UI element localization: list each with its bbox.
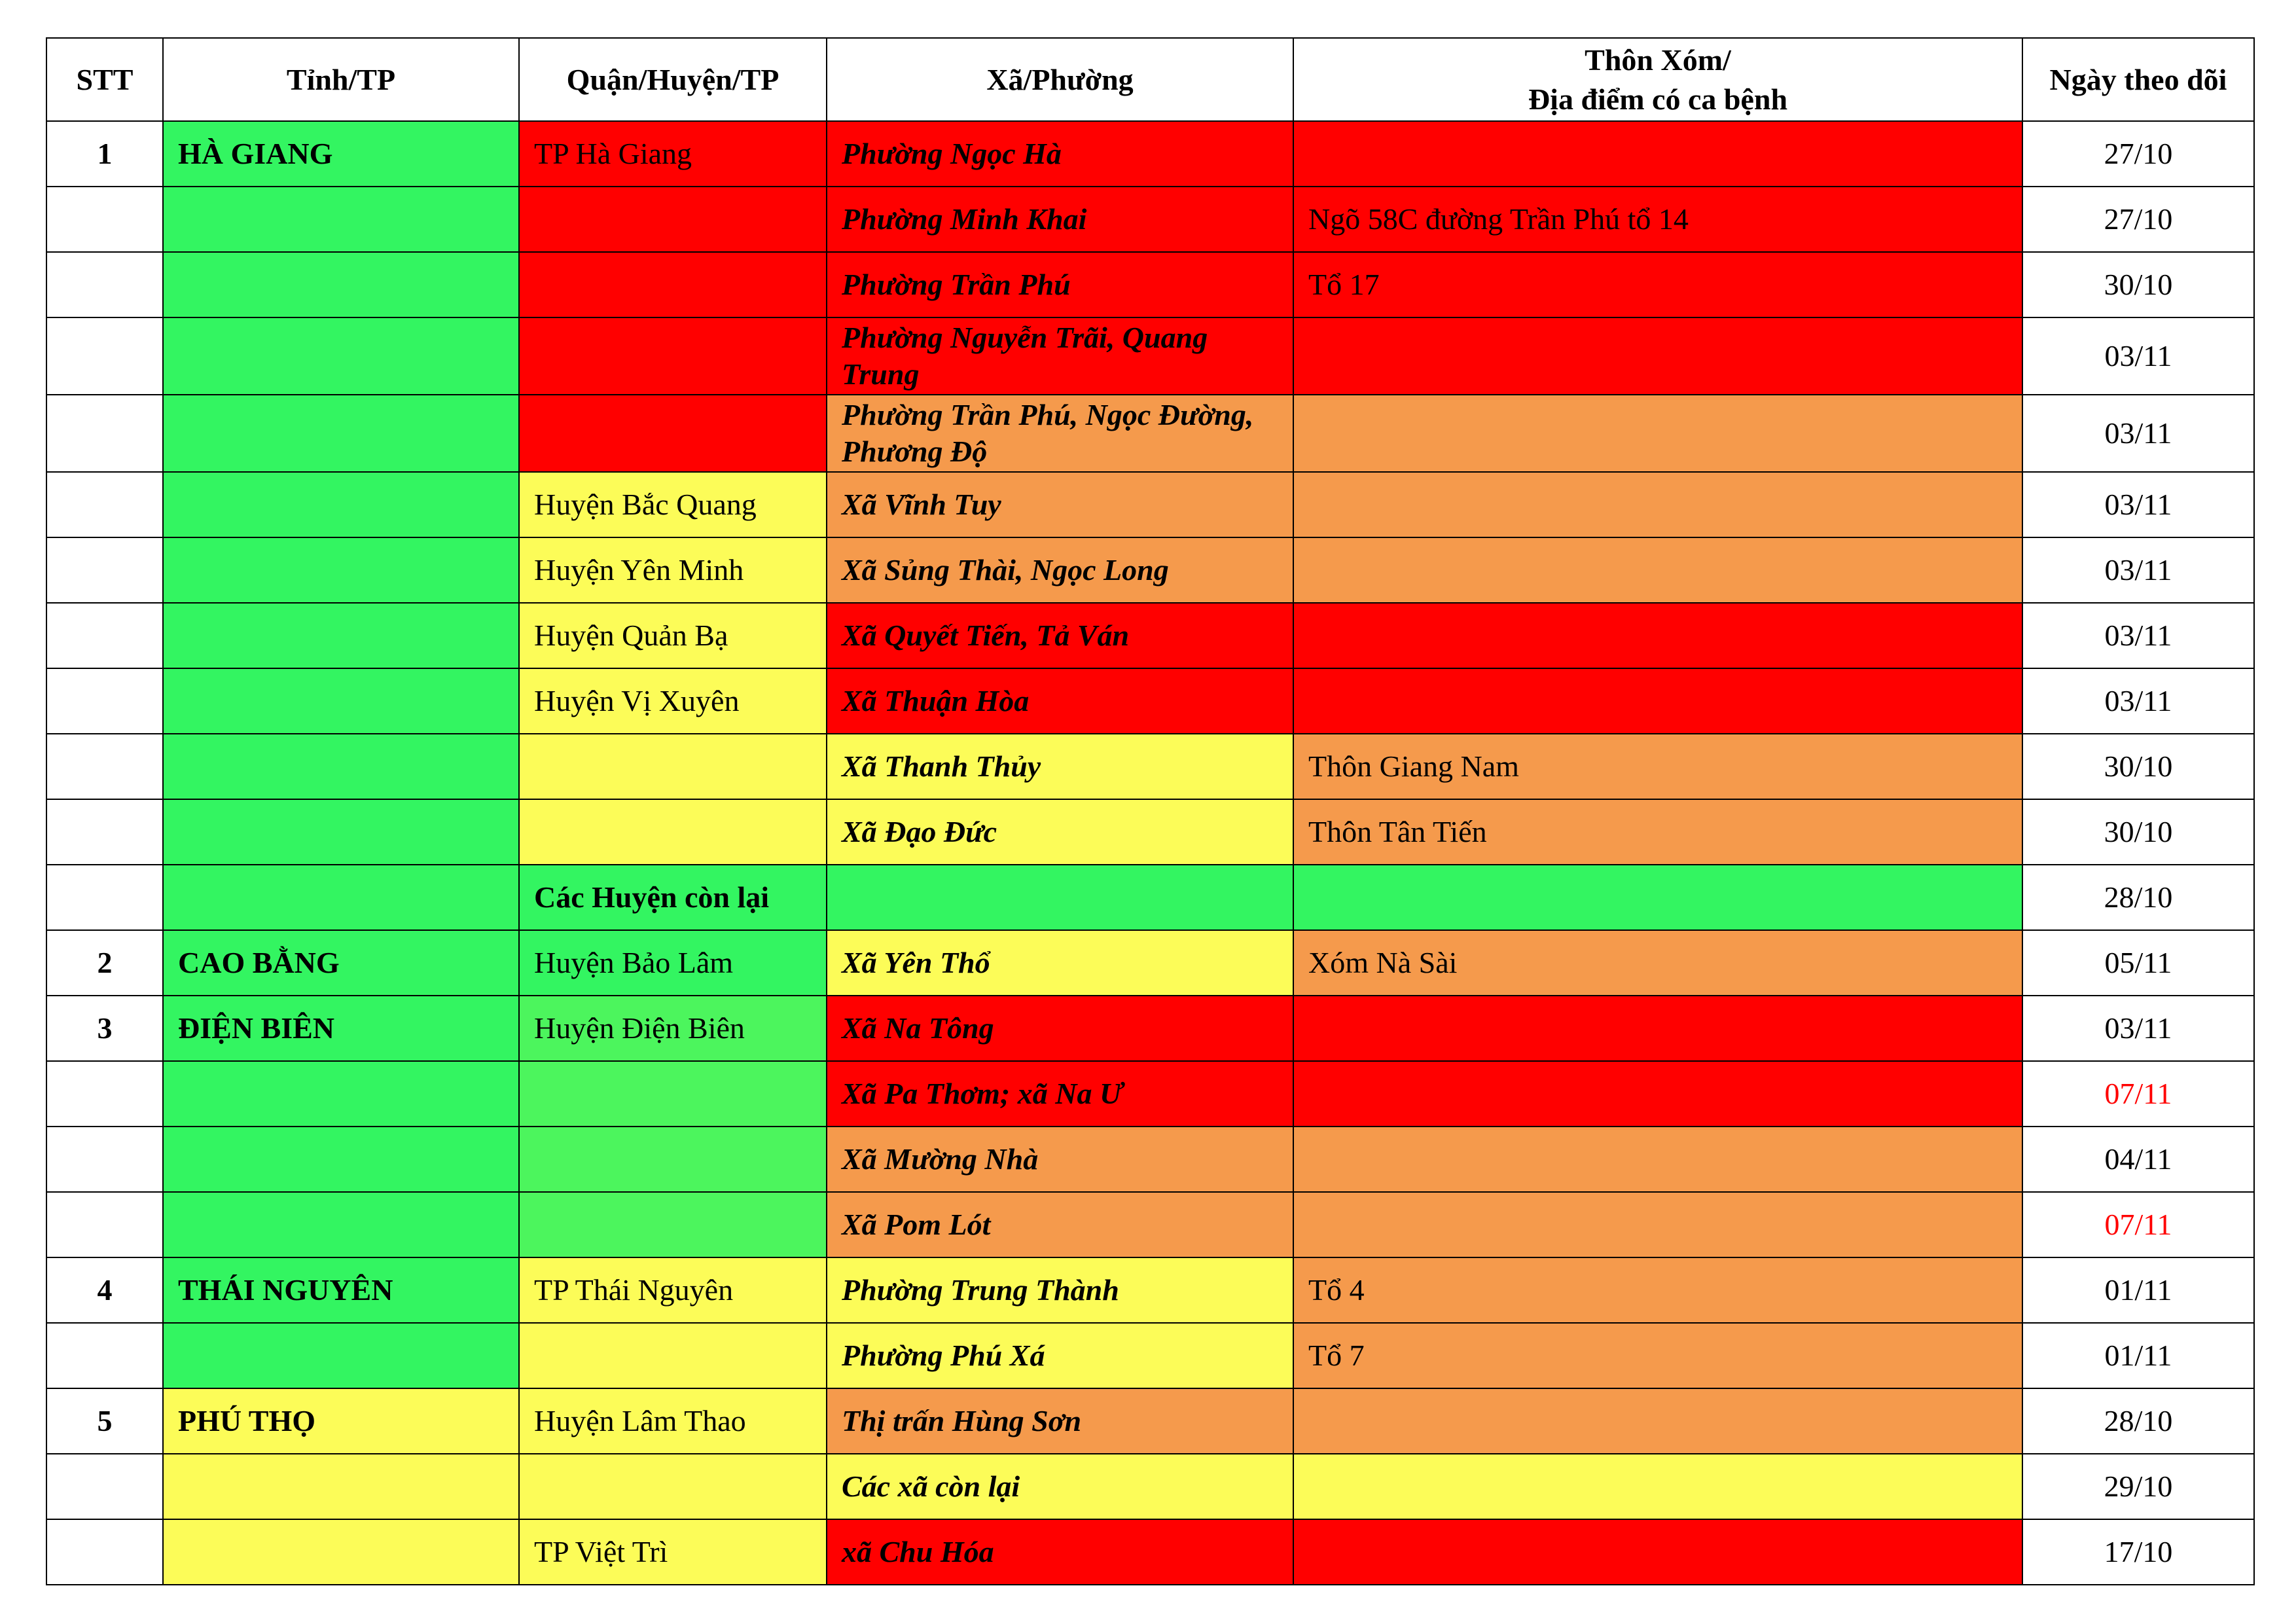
location-cell: Tổ 17 xyxy=(1293,252,2022,317)
district-cell: Huyện Vị Xuyên xyxy=(519,668,827,734)
commune-cell: Thị trấn Hùng Sơn xyxy=(827,1388,1293,1454)
table-row xyxy=(46,1519,2254,1585)
location-cell xyxy=(1293,1454,2022,1519)
province-cell xyxy=(163,187,519,252)
tracking-date-cell: 03/11 xyxy=(2022,472,2254,537)
stt-cell xyxy=(46,472,163,537)
location-cell xyxy=(1293,317,2022,395)
table-row xyxy=(46,930,2254,996)
location-cell xyxy=(1293,996,2022,1061)
district-cell xyxy=(519,799,827,865)
commune-cell: Phường Nguyễn Trãi, Quang Trung xyxy=(827,317,1293,395)
location-cell: Xóm Nà Sài xyxy=(1293,930,2022,996)
province-cell xyxy=(163,734,519,799)
table-row xyxy=(46,668,2254,734)
province-cell xyxy=(163,252,519,317)
district-cell: Huyện Bắc Quang xyxy=(519,472,827,537)
district-cell: TP Hà Giang xyxy=(519,121,827,187)
district-cell xyxy=(519,187,827,252)
stt-cell xyxy=(46,603,163,668)
commune-cell: Các xã còn lại xyxy=(827,1454,1293,1519)
table-row xyxy=(46,799,2254,865)
table-row xyxy=(46,317,2254,395)
tracking-date-cell: 03/11 xyxy=(2022,996,2254,1061)
tracking-date-cell: 17/10 xyxy=(2022,1519,2254,1585)
stt-cell: 2 xyxy=(46,930,163,996)
commune-cell: Phường Trần Phú xyxy=(827,252,1293,317)
table-row xyxy=(46,472,2254,537)
location-cell xyxy=(1293,472,2022,537)
tracking-date-cell: 03/11 xyxy=(2022,317,2254,395)
location-cell: Tổ 7 xyxy=(1293,1323,2022,1388)
table-row xyxy=(46,1257,2254,1323)
stt-cell xyxy=(46,1061,163,1127)
stt-cell xyxy=(46,1323,163,1388)
province-cell xyxy=(163,865,519,930)
table-row xyxy=(46,1323,2254,1388)
province-cell xyxy=(163,1454,519,1519)
table-row xyxy=(46,1061,2254,1127)
table-row xyxy=(46,1127,2254,1192)
location-cell xyxy=(1293,603,2022,668)
commune-cell: Xã Thuận Hòa xyxy=(827,668,1293,734)
tracking-date-cell: 30/10 xyxy=(2022,799,2254,865)
province-cell xyxy=(163,395,519,472)
table-body xyxy=(46,121,2254,1585)
table-row xyxy=(46,996,2254,1061)
location-cell xyxy=(1293,1061,2022,1127)
tracking-date-cell: 01/11 xyxy=(2022,1323,2254,1388)
district-cell xyxy=(519,252,827,317)
tracking-date-cell: 28/10 xyxy=(2022,1388,2254,1454)
table-row xyxy=(46,187,2254,252)
tracking-date-cell: 03/11 xyxy=(2022,603,2254,668)
district-cell: Huyện Lâm Thao xyxy=(519,1388,827,1454)
tracking-date-cell: 07/11 xyxy=(2022,1192,2254,1257)
district-cell: TP Việt Trì xyxy=(519,1519,827,1585)
stt-cell xyxy=(46,668,163,734)
header-commune: Xã/Phường xyxy=(827,38,1293,121)
table-row xyxy=(46,252,2254,317)
table-row xyxy=(46,1192,2254,1257)
header-stt: STT xyxy=(46,38,163,121)
stt-cell xyxy=(46,1127,163,1192)
commune-cell: Xã Yên Thổ xyxy=(827,930,1293,996)
commune-cell xyxy=(827,865,1293,930)
table-row xyxy=(46,395,2254,472)
province-cell xyxy=(163,1519,519,1585)
location-cell xyxy=(1293,1519,2022,1585)
tracking-date-cell: 03/11 xyxy=(2022,537,2254,603)
tracking-date-cell: 04/11 xyxy=(2022,1127,2254,1192)
district-cell: Huyện Bảo Lâm xyxy=(519,930,827,996)
district-cell: TP Thái Nguyên xyxy=(519,1257,827,1323)
stt-cell: 4 xyxy=(46,1257,163,1323)
case-tracking-table xyxy=(46,37,2255,1585)
tracking-date-cell: 01/11 xyxy=(2022,1257,2254,1323)
location-cell xyxy=(1293,395,2022,472)
tracking-date-cell: 30/10 xyxy=(2022,252,2254,317)
district-cell xyxy=(519,395,827,472)
location-cell xyxy=(1293,1127,2022,1192)
tracking-date-cell: 29/10 xyxy=(2022,1454,2254,1519)
district-cell: Huyện Điện Biên xyxy=(519,996,827,1061)
table-row xyxy=(46,121,2254,187)
commune-cell: Phường Trung Thành xyxy=(827,1257,1293,1323)
location-cell: Thôn Tân Tiến xyxy=(1293,799,2022,865)
commune-cell: Phường Phú Xá xyxy=(827,1323,1293,1388)
table-row xyxy=(46,865,2254,930)
commune-cell: Xã Vĩnh Tuy xyxy=(827,472,1293,537)
header-province: Tỉnh/TP xyxy=(163,38,519,121)
table-row xyxy=(46,734,2254,799)
stt-cell xyxy=(46,1519,163,1585)
location-cell: Tổ 4 xyxy=(1293,1257,2022,1323)
province-cell xyxy=(163,317,519,395)
commune-cell: Xã Pom Lót xyxy=(827,1192,1293,1257)
stt-cell xyxy=(46,1454,163,1519)
province-cell: ĐIỆN BIÊN xyxy=(163,996,519,1061)
stt-cell: 1 xyxy=(46,121,163,187)
province-cell xyxy=(163,1061,519,1127)
tracking-date-cell: 30/10 xyxy=(2022,734,2254,799)
stt-cell xyxy=(46,537,163,603)
commune-cell: Xã Thanh Thủy xyxy=(827,734,1293,799)
header-tracking-date: Ngày theo dõi xyxy=(2022,38,2254,121)
commune-cell: Xã Sủng Thài, Ngọc Long xyxy=(827,537,1293,603)
location-cell: Thôn Giang Nam xyxy=(1293,734,2022,799)
district-cell xyxy=(519,734,827,799)
stt-cell xyxy=(46,317,163,395)
commune-cell: Phường Minh Khai xyxy=(827,187,1293,252)
district-cell: Huyện Yên Minh xyxy=(519,537,827,603)
tracking-date-cell: 05/11 xyxy=(2022,930,2254,996)
district-cell xyxy=(519,1192,827,1257)
location-cell: Ngõ 58C đường Trần Phú tổ 14 xyxy=(1293,187,2022,252)
location-cell xyxy=(1293,1388,2022,1454)
stt-cell xyxy=(46,865,163,930)
stt-cell xyxy=(46,395,163,472)
location-cell xyxy=(1293,121,2022,187)
province-cell xyxy=(163,603,519,668)
table-row xyxy=(46,1454,2254,1519)
stt-cell xyxy=(46,734,163,799)
stt-cell xyxy=(46,252,163,317)
tracking-date-cell: 28/10 xyxy=(2022,865,2254,930)
header-location: Thôn Xóm/ Địa điểm có ca bệnh xyxy=(1293,38,2022,121)
province-cell xyxy=(163,537,519,603)
tracking-date-cell: 27/10 xyxy=(2022,121,2254,187)
stt-cell xyxy=(46,187,163,252)
district-cell xyxy=(519,1061,827,1127)
district-cell xyxy=(519,1323,827,1388)
district-cell xyxy=(519,1454,827,1519)
province-cell: THÁI NGUYÊN xyxy=(163,1257,519,1323)
stt-cell xyxy=(46,799,163,865)
commune-cell: Phường Ngọc Hà xyxy=(827,121,1293,187)
province-cell: CAO BẰNG xyxy=(163,930,519,996)
commune-cell: Phường Trần Phú, Ngọc Đường, Phương Độ xyxy=(827,395,1293,472)
province-cell xyxy=(163,1192,519,1257)
commune-cell: Xã Pa Thơm; xã Na Ư xyxy=(827,1061,1293,1127)
table-row xyxy=(46,537,2254,603)
commune-cell: Xã Na Tông xyxy=(827,996,1293,1061)
tracking-date-cell: 27/10 xyxy=(2022,187,2254,252)
tracking-date-cell: 07/11 xyxy=(2022,1061,2254,1127)
commune-cell: Xã Mường Nhà xyxy=(827,1127,1293,1192)
district-cell xyxy=(519,317,827,395)
province-cell: PHÚ THỌ xyxy=(163,1388,519,1454)
district-cell: Các Huyện còn lại xyxy=(519,865,827,930)
commune-cell: xã Chu Hóa xyxy=(827,1519,1293,1585)
stt-cell: 3 xyxy=(46,996,163,1061)
province-cell: HÀ GIANG xyxy=(163,121,519,187)
location-cell xyxy=(1293,537,2022,603)
province-cell xyxy=(163,472,519,537)
location-cell xyxy=(1293,865,2022,930)
tracking-date-cell: 03/11 xyxy=(2022,395,2254,472)
location-cell xyxy=(1293,668,2022,734)
stt-cell xyxy=(46,1192,163,1257)
district-cell xyxy=(519,1127,827,1192)
header-row xyxy=(46,38,2254,121)
district-cell: Huyện Quản Bạ xyxy=(519,603,827,668)
table-row xyxy=(46,1388,2254,1454)
stt-cell: 5 xyxy=(46,1388,163,1454)
table-row xyxy=(46,603,2254,668)
province-cell xyxy=(163,1323,519,1388)
location-cell xyxy=(1293,1192,2022,1257)
province-cell xyxy=(163,799,519,865)
province-cell xyxy=(163,1127,519,1192)
province-cell xyxy=(163,668,519,734)
commune-cell: Xã Đạo Đức xyxy=(827,799,1293,865)
tracking-date-cell: 03/11 xyxy=(2022,668,2254,734)
header-district: Quận/Huyện/TP xyxy=(519,38,827,121)
commune-cell: Xã Quyết Tiến, Tả Ván xyxy=(827,603,1293,668)
